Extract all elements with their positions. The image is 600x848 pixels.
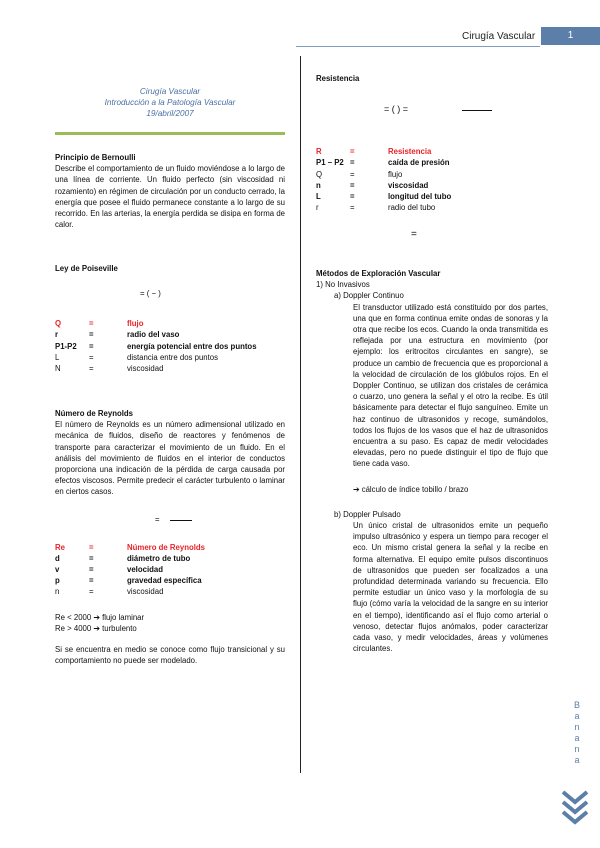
def-row	[316, 191, 548, 202]
def-row	[55, 341, 285, 352]
def-desc: Número de Reynolds	[127, 542, 205, 552]
def-row	[55, 363, 285, 374]
def-symbol: P1 – P2	[316, 158, 344, 168]
bernoulli-title: Principio de Bernoulli	[55, 153, 136, 162]
def-desc: viscosidad	[388, 180, 429, 190]
def-row	[55, 586, 285, 597]
def-symbol: P1-P2	[55, 341, 77, 351]
def-desc: flujo	[388, 169, 403, 179]
resistencia-defs	[316, 146, 548, 213]
reynolds-formula	[55, 514, 285, 528]
doppler-pulsado-title: b) Doppler Pulsado	[334, 509, 401, 519]
reynolds-formula-text: =	[155, 514, 160, 524]
resistencia-formula-text: = ( ) =	[384, 104, 409, 115]
def-symbol: p	[55, 576, 60, 586]
def-row	[55, 553, 285, 564]
resistencia-formula-2-text: =	[411, 229, 417, 241]
def-symbol: Q	[55, 319, 62, 329]
metodos-section	[316, 268, 548, 655]
def-desc: longitud del tubo	[388, 192, 452, 202]
doppler-continuo-title: a) Doppler Continuo	[334, 291, 404, 301]
def-desc: viscosidad	[127, 364, 164, 374]
def-row	[55, 318, 285, 329]
def-desc: radio del vaso	[127, 330, 180, 340]
resistencia-title: Resistencia	[316, 74, 360, 83]
def-equals: =	[350, 192, 355, 202]
def-row	[316, 180, 548, 191]
column-divider	[300, 56, 301, 773]
def-symbol: v	[55, 565, 60, 575]
header-rule	[296, 46, 540, 47]
def-equals: =	[89, 565, 94, 575]
def-equals: =	[89, 330, 94, 340]
poiseville-section	[55, 263, 285, 374]
def-symbol: Re	[55, 542, 65, 552]
flow-line-1: Re < 2000 ➔ flujo laminar	[55, 612, 145, 622]
def-desc: gravedad específica	[127, 576, 202, 586]
def-desc: diámetro de tubo	[127, 553, 191, 563]
def-equals: =	[89, 553, 94, 563]
def-row	[316, 202, 548, 213]
doppler-continuo-note: ➔ cálculo de índice tobillo / brazo	[353, 484, 469, 494]
resistencia-formula-2	[316, 229, 548, 243]
def-desc: radio del tubo	[388, 203, 436, 213]
def-row	[55, 542, 285, 553]
poiseville-formula-text: = ( − )	[140, 289, 161, 299]
def-desc: flujo	[127, 319, 144, 329]
fraction-bar	[170, 520, 192, 521]
doppler-continuo-text: El transductor utilizado está constituido por dos partes, una que en forma continua emite ondas de sonoras y la otra que recibe los ecos. Cuando la onda transmitida es reflejada por una estructura en movimiento (por ejemplo: los eritrocitos circulantes en sangre), se produce un cambio de frecuencia que es proporcional a la velocidad de circulación de los glóbulos rojos. En el Doppler Continuo, se utilizan dos cristales de cerámica o cuarzo, uno genera la señal y el otro la recibe. Es útil básicamente para detectar el flujo sanguíneo. Emite un haz continuo de ultrasonidos y recoge, sumándolos, todos los flujos de los vasos que el haz de ultrasonidos encuentra a su paso. Es capaz de medir velocidades elevadas, pero no puede distinguir el tipo de flujo que tiene cada vaso.	[353, 302, 548, 469]
def-symbol: Q	[316, 169, 323, 179]
fraction-bar	[462, 110, 492, 111]
resistencia-formula	[316, 98, 548, 124]
def-equals: =	[350, 147, 355, 157]
reynolds-text: El número de Reynolds es un número adimensional utilizado en mecánica de fluidos, diseño de reactores y fenómenos de transporte para caracterizar el movimiento de un fluido. En el análisis del movimiento de fluidos en el interior de conductos proporciona una indicación de la pérdida de carga causada por efectos viscosos. Permite predecir el carácter turbulento o laminar en ciertos casos.	[55, 420, 285, 497]
poiseville-defs	[55, 318, 285, 374]
reynolds-title: Número de Reynolds	[55, 409, 133, 418]
def-symbol: L	[55, 352, 60, 362]
metodos-title: Métodos de Exploración Vascular	[316, 269, 441, 278]
def-equals: =	[89, 364, 94, 374]
def-symbol: r	[55, 330, 59, 340]
def-equals: =	[89, 319, 94, 329]
bernoulli-text: Describe el comportamiento de un fluido moviéndose a lo largo de una línea de corriente. Un fluido perfecto (sin viscosidad ni rozamiento) en régimen de circulación por un conducto cerrado, la energía que posee el fluido permanece constante a lo largo de su recorrido. En las arterias, la energía perdida se disipa en forma de calor.	[55, 164, 285, 230]
def-symbol: d	[55, 553, 60, 563]
resistencia-section	[316, 73, 548, 243]
reynolds-note: Si se encuentra en medio se conoce como flujo transicional y su comportamiento no puede ser modelado.	[55, 645, 285, 666]
def-desc: caída de presión	[388, 158, 450, 168]
def-desc: Resistencia	[388, 147, 432, 157]
def-symbol: R	[316, 147, 322, 157]
poiseville-formula	[55, 288, 285, 302]
def-symbol: n	[316, 180, 321, 190]
def-equals: =	[350, 169, 355, 179]
doppler-pulsado-text: Un único cristal de ultrasonidos emite un pequeño impulso ultrasónico y espera un tiempo para recoger el eco. Un mismo cristal genera la señal y la recibe en forma alternativa. El equipo emite pulsos discontinuos de ultrasonidos que pueden ser focalizados a una profundidad determinada variando su frecuencia. Ello permite estudiar un único vaso y la morfología de su flujo (cómo varía la velocidad de la sangre en su interior en el tiempo), identificando así el flujo como arterial o venoso, detectar flujos anómalos, poder caracterizar cada vaso, y medir velocidades, áreas y volúmenes circulantes.	[353, 521, 548, 654]
def-row	[316, 169, 548, 180]
bernoulli-section	[55, 152, 285, 230]
heading-line-3: 19/abril/2007	[146, 109, 194, 118]
def-symbol: N	[55, 364, 61, 374]
def-desc: viscosidad	[127, 587, 164, 597]
def-equals: =	[89, 576, 94, 586]
heading-line-2: Introducción a la Patología Vascular	[104, 98, 236, 107]
flow-line-2: Re > 4000 ➔ turbulento	[55, 623, 137, 633]
def-symbol: n	[55, 587, 60, 597]
def-row	[316, 157, 548, 168]
chevron-down-icon	[560, 788, 590, 828]
def-symbol: L	[316, 192, 321, 202]
heading-line-1: Cirugía Vascular	[139, 87, 201, 96]
def-desc: distancia entre dos puntos	[127, 352, 219, 362]
header-title: Cirugía Vascular	[462, 31, 536, 42]
def-equals: =	[350, 203, 355, 213]
def-row	[55, 329, 285, 340]
poiseville-title: Ley de Poiseville	[55, 264, 118, 273]
page-number: 1	[541, 27, 600, 45]
document-heading	[55, 86, 285, 119]
def-row	[55, 564, 285, 575]
reynolds-section	[55, 408, 285, 666]
side-brand-text	[571, 700, 583, 766]
reynolds-defs	[55, 542, 285, 598]
def-equals: =	[89, 587, 94, 597]
def-desc: velocidad	[127, 565, 163, 575]
def-equals: =	[89, 542, 94, 552]
def-equals: =	[350, 158, 355, 168]
def-row	[316, 146, 548, 157]
def-equals: =	[350, 180, 355, 190]
def-symbol: r	[316, 203, 319, 213]
side-brand-label: B a n a n a	[573, 700, 580, 765]
def-row	[55, 575, 285, 586]
heading-rule	[55, 132, 285, 135]
def-equals: =	[89, 341, 94, 351]
def-row	[55, 352, 285, 363]
metodos-item-1: 1) No Invasivos	[316, 280, 370, 290]
def-equals: =	[89, 352, 94, 362]
def-desc: energía potencial entre dos puntos	[127, 341, 257, 351]
